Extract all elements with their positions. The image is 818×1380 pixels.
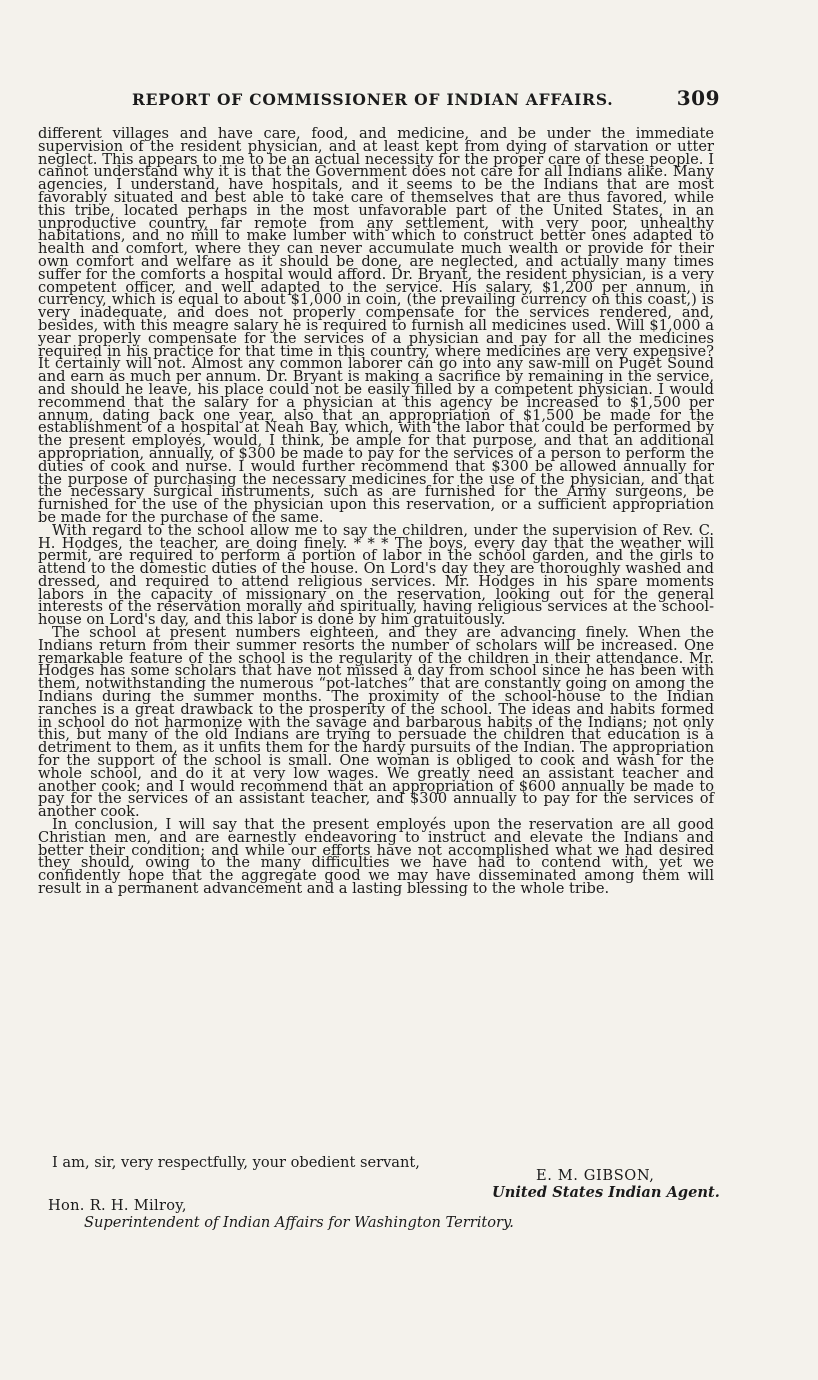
- page-header: [132, 86, 720, 112]
- page-number: 309: [676, 86, 720, 110]
- closing-line: I am, sir, very respectfully, your obedient servant,: [52, 1154, 420, 1171]
- addressee-title: Superintendent of Indian Affairs for Washington Territory.: [84, 1214, 514, 1231]
- addressee-name: Hon. R. H. Milroy,: [48, 1197, 187, 1214]
- body-text: [38, 125, 714, 898]
- paragraph-school-attendance: The school at present numbers eighteen, and they are advancing finely. When the Indians return from their summer resorts the number of scholars will be increased. One remarkable feature of the school is the regularity of the children in their attendance. Mr. Hodges has some scholars that have not missed a day from school since he has been with them, notwithstanding the numerous “pot-latches” that are constantly going on among the Indians during the summer months. The proximity of the school-house to the Indian ranches is a great drawback to the prosperity of the school. The ideas and habits formed in school do not harmonize with the savage and barbarous habits of the Indians; not only this, but many of the old Indians are trying to persuade the children that education is a detriment to them, as it unfits them for the hardy pursuits of the Indian. The appropriation for the support of the school is small. One woman is obliged to cook and wash for the whole school, and do it at very low wages. We greatly need an assistant teacher and another cook; and I would recommend that an appropriation of $600 annually be made to pay for the services of an assistant teacher, and $300 annually to pay for the services of another cook.: [38, 624, 714, 821]
- paragraph-school: With regard to the school allow me to say the children, under the supervision of Rev. C. H. Hodges, the teacher, are doing finely. * * * The boys, every day that the weather will permit, are required to perform a portion of labor in the school garden, and the girls to attend to the domestic duties of the house. On Lord's day they are thoroughly washed and dressed, and required to attend religious services. Mr. Hodges in his spare moments labors in the capacity of missionary on the reservation, looking out for the general interests of the reservation morally and spiritually, having religious services at the school-house on Lord's day, and this labor is done by him gratuitously.: [38, 521, 714, 629]
- signature-name: E. M. GIBSON,: [536, 1167, 655, 1184]
- paragraph-physician: different villages and have care, food, and medicine, and be under the immediate supervision of the resident physician, and at least kept from dying of starvation or utter neglect. This appears to me to be an actual necessity for the proper care of these people. I cannot understand why it is that the Government does not care for all Indians alike. Many agencies, I understand, have hospitals, and it seems to be the Indians that are most favorably situated and best able to take care of themselves that are thus favored, while this tribe, located perhaps in the most unfavorable part of the United States, in an unproductive country, far remote from any settlement, with very poor, unhealthy habitations, and no mill to make lumber with which to construct better ones adapted to health and comfort, where they can never accumulate much wealth or provide for their own comfort and welfare as it should be done, are neglected, and actually many times suffer for the comforts a hospital would afford. Dr. Bryant, the resident physician, is a very competent officer, and well adapted to the service. His salary, $1,200 per annum, in currency, which is equal to about $1,000 in coin, (the prevailing currency on this coast,) is very inadequate, and does not properly compensate for the services rendered, and, besides, with this meagre salary he is required to furnish all medicines used. Will $1,000 a year properly compensate for the services of a physician and pay for all the medicines required in his practice for that time in this country, where medicines are very expensive? It certainly will not. Almost any common laborer can go into any saw-mill on Puget Sound and earn as much per annum. Dr. Bryant is making a sacrifice by remaining in the service, and should he leave, his place could not be easily filled by a competent physician. I would recommend that the salary for a physician at this agency be increased to $1,500 per annum, dating back one year, also that an appropriation of $1,500 be made for the establishment of a hospital at Neah Bay, which, with the labor that could be performed by the present employés, would, I think, be ample for that purpose, and that an additional appropriation, annually, of $300 be made to pay for the services of a person to perform the duties of cook and nurse. I would further recommend that $300 be allowed annually for the purpose of purchasing the necessary medicines for the use of the physician, and that the necessary surgical instruments, such as are furnished for the Army surgeons, be furnished for the use of the physician upon this reservation, or a sufficient appropriation be made for the purchase of the same.: [38, 125, 714, 526]
- signature-title: United States Indian Agent.: [492, 1184, 720, 1201]
- paragraph-conclusion: In conclusion, I will say that the present employés upon the reservation are all good Christian men, and are earnestly endeavoring to instruct and elevate the Indians and better their condition; and while our efforts have not accomplished what we had desired they should, owing to the many difficulties we have had to contend with, yet we confidently hope that the aggregate good we may have disseminated among them will result in a permanent advancement and a lasting blessing to the whole tribe.: [38, 816, 714, 898]
- running-title: REPORT OF COMMISSIONER OF INDIAN AFFAIRS.: [132, 90, 614, 109]
